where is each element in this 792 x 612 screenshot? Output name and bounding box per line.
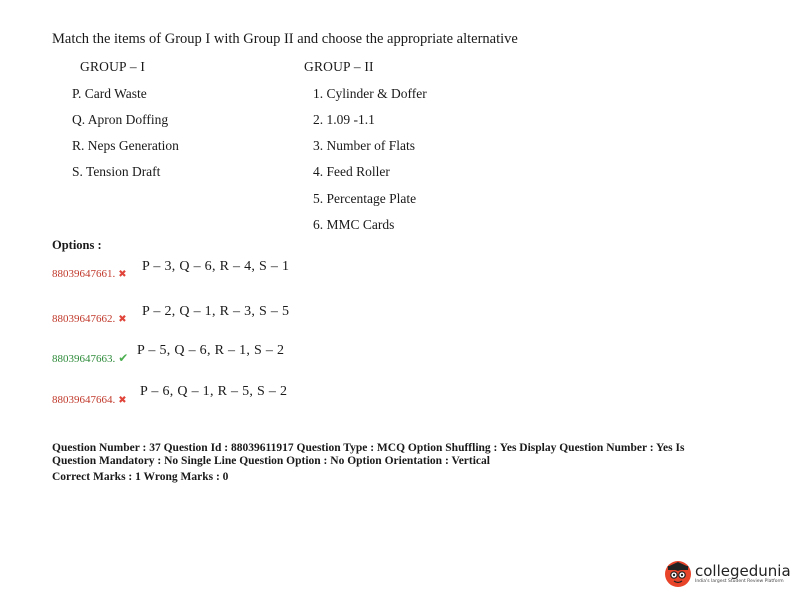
mascot-icon [664, 560, 692, 588]
option-2-text: P – 2, Q – 1, R – 3, S – 5 [142, 304, 290, 319]
option-1[interactable] [52, 264, 127, 282]
option-3-text: P – 5, Q – 6, R – 1, S – 2 [137, 343, 285, 358]
question-meta-line-2: Question Mandatory : No Single Line Question Option : No Option Orientation : Vertical [52, 455, 490, 467]
option-4-text: P – 6, Q – 1, R – 5, S – 2 [140, 384, 288, 399]
group-i-item-r: R. Neps Generation [72, 138, 179, 153]
option-1-text: P – 3, Q – 6, R – 4, S – 1 [142, 259, 290, 274]
question-meta-line-1: Question Number : 37 Question Id : 88039611917 Question Type : MCQ Option Shuffling : Yes Display Question Number : Yes Is [52, 442, 685, 454]
group-ii-heading: GROUP – II [304, 59, 374, 74]
option-2[interactable] [52, 309, 127, 327]
group-ii-item-2: 2. 1.09 -1.1 [313, 112, 375, 127]
option-4[interactable] [52, 390, 127, 408]
collegedunia-logo [664, 560, 791, 588]
option-2-id: 88039647662. [52, 313, 116, 325]
logo-tagline: India's largest Student Review Platform [695, 578, 784, 584]
option-3[interactable] [52, 349, 128, 367]
question-text: Match the items of Group I with Group II and choose the appropriate alternative [52, 31, 518, 47]
group-ii-item-3: 3. Number of Flats [313, 138, 415, 153]
cross-icon: ✖ [118, 395, 127, 406]
cross-icon: ✖ [118, 269, 127, 280]
group-ii-item-5: 5. Percentage Plate [313, 191, 417, 206]
group-i-item-q: Q. Apron Doffing [72, 112, 169, 127]
option-4-id: 88039647664. [52, 394, 116, 406]
group-i-item-p: P. Card Waste [72, 86, 147, 101]
options-label: Options : [52, 238, 102, 252]
cross-icon: ✖ [118, 314, 127, 325]
group-ii-item-1: 1. Cylinder & Doffer [313, 86, 427, 101]
group-ii-item-4: 4. Feed Roller [313, 164, 390, 179]
logo-name: collegedunia [695, 561, 791, 580]
option-1-id: 88039647661. [52, 268, 116, 280]
group-i-item-s: S. Tension Draft [72, 164, 161, 179]
group-i-heading: GROUP – I [80, 59, 146, 74]
option-3-id: 88039647663. [52, 353, 116, 365]
check-icon: ✔ [118, 351, 129, 365]
group-ii-item-6: 6. MMC Cards [313, 217, 395, 232]
question-meta-line-3: Correct Marks : 1 Wrong Marks : 0 [52, 471, 229, 483]
